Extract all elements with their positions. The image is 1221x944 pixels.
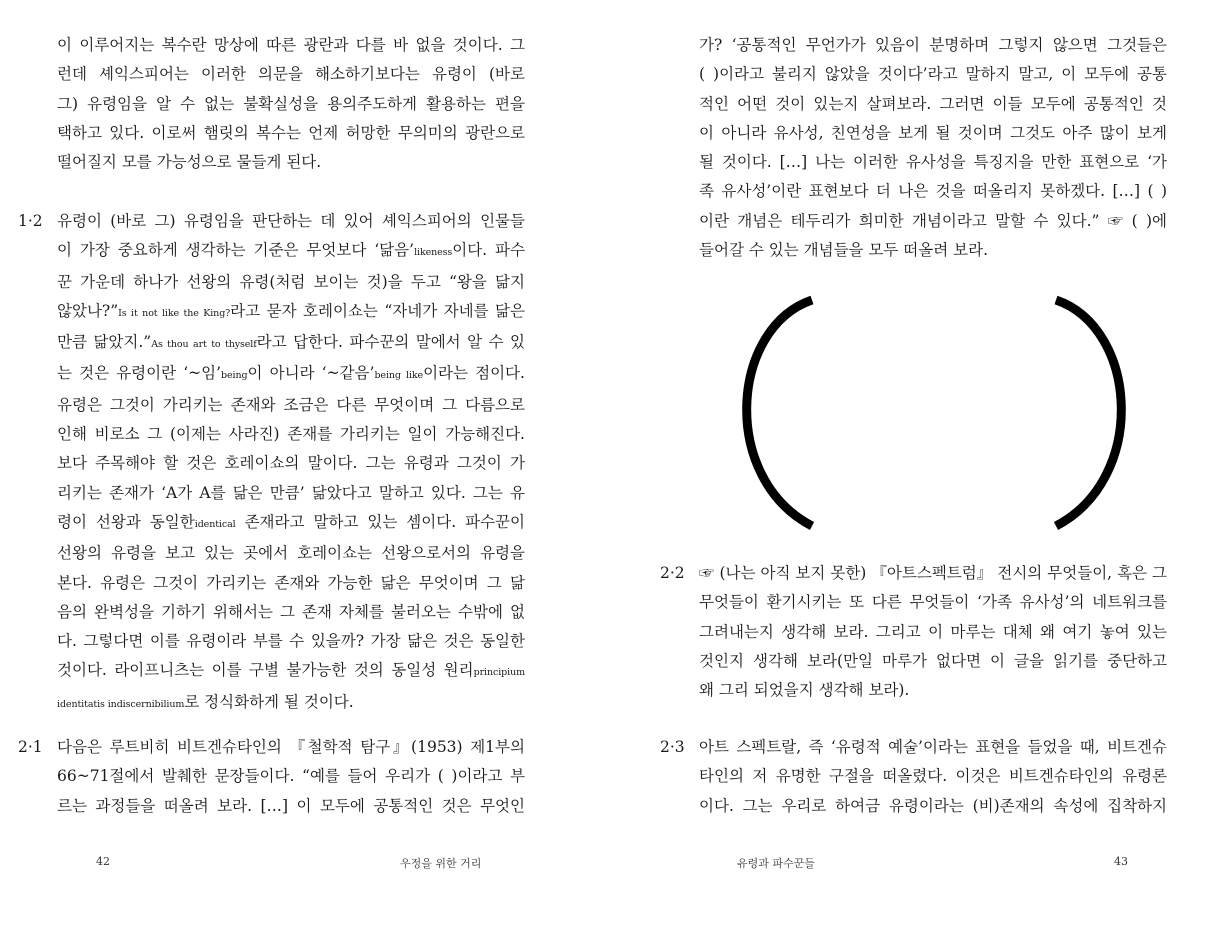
text-line: 타인의 저 유명한 구절을 떠올렸다. 이것은 비트겐슈타인의 유령론	[699, 767, 1167, 786]
text-line: 이 아니라 유사성, 친연성을 보게 될 것이며 그것도 아주 많이 보게	[699, 123, 1167, 142]
section-number-2-2: 2·2	[660, 564, 685, 582]
folio-right: 43	[1114, 855, 1128, 868]
text-line: 이란 개념은 테두리가 희미한 개념이라고 말할 수 있다.” ☞ ( )에	[699, 211, 1167, 230]
text-line: 것이다. 라이프니츠는 이를 구별 불가능한 것의 동일성 원리principium	[57, 661, 525, 680]
text-line: 가? ‘공통적인 무언가가 있음이 분명하며 그렇지 않으면 그것들은	[699, 36, 1167, 54]
text-line: 런데 셰익스피어는 이러한 의문을 해소하기보다는 유령이 (바로	[57, 65, 525, 84]
text-line: 그려내는지 생각해 보라. 그리고 이 마루는 대체 왜 여기 놓여 있는	[699, 622, 1167, 641]
text-line: 르는 과정들을 떠올려 보라. […] 이 모두에 공통적인 것은 무엇인	[57, 796, 525, 815]
text-line: 이다. 그는 우리로 하여금 유령이라는 (비)존재의 속성에 집착하지	[699, 796, 1167, 815]
text-line: ☞ (나는 아직 보지 못한) 『아트스펙트럼』 전시의 무엇들이, 혹은 그	[699, 564, 1167, 582]
gloss: being	[221, 370, 248, 382]
text-line: 다. 그렇다면 이를 유령이라 부를 수 있을까? 가장 닮은 것은 동일한	[57, 632, 525, 651]
text-line: 령이 선왕과 동일한identical 존재라고 말하고 있는 셈이다. 파수꾼이	[57, 512, 525, 531]
section-2-2-paragraph	[699, 559, 1167, 705]
text-line: 보다 주목해야 할 것은 호레이쇼의 말이다. 그는 유령과 그것이 가	[57, 454, 525, 473]
text-line: 이 가장 중요하게 생각하는 기준은 무엇보다 ‘닮음’likeness이다. 파수	[57, 241, 525, 260]
right-parenthesis-shape	[1056, 300, 1121, 526]
gloss: being like	[374, 370, 424, 382]
folio-left: 42	[96, 855, 110, 868]
text-line: 들어갈 수 있는 개념들을 모두 떠올려 보라.	[699, 241, 989, 260]
section-1-2-paragraph	[57, 207, 525, 719]
gloss: Is it not like the King?	[118, 307, 231, 319]
text-line: 66~71절에서 발췌한 문장들이다. “예를 들어 우리가 ( )이라고 부	[57, 767, 525, 786]
gloss: identitatis indiscernibilium	[57, 698, 185, 710]
gloss: likeness	[414, 247, 453, 259]
text-line: 택하고 있다. 이로써 햄릿의 복수는 언제 허망한 무의미의 광란으로	[57, 123, 525, 142]
left-parenthesis-shape	[747, 300, 812, 526]
left-page	[0, 0, 530, 944]
section-number-2-3: 2·3	[660, 738, 685, 756]
text-line: 인해 비로소 그 (이제는 사라진) 존재를 가리키는 일이 가능해진다.	[57, 425, 525, 444]
section-number-1-2: 1·2	[18, 212, 43, 230]
text-line: 족 유사성’이란 표현보다 더 나은 것을 떠올리지 못하겠다. […] ( )	[699, 182, 1167, 201]
running-head-right: 유령과 파수꾼들	[737, 857, 815, 870]
continuation-paragraph	[699, 31, 1167, 265]
text-line: 꾼 가운데 하나가 선왕의 유령(처럼 보이는 것)을 두고 “왕을 닮지	[57, 272, 525, 291]
text-line: identitatis indiscernibilium로 정식화하게 될 것이다.	[57, 692, 354, 711]
section-2-1-paragraph	[57, 733, 525, 821]
text-line: 는 것은 유령이란 ‘~임’being이 아니라 ‘~같음’being like이라는 점이다.	[57, 364, 525, 383]
text-line: 리키는 존재가 ‘A가 A를 닮은 만큼’ 닮았다고 말하고 있다. 그는 유	[57, 483, 525, 502]
text-line: 아트 스펙트랄, 즉 ‘유령적 예술’이라는 표현을 들었을 때, 비트겐슈	[699, 738, 1167, 756]
gloss: As thou art to thyself	[151, 339, 257, 351]
intro-paragraph	[57, 31, 525, 177]
text-line: 다음은 루트비히 비트겐슈타인의 『철학적 탐구』(1953) 제1부의	[57, 738, 525, 756]
text-line: 선왕의 유령을 보고 있는 곳에서 호레이쇼는 선왕으로서의 유령을	[57, 544, 525, 563]
running-head-left: 우정을 위한 거리	[400, 857, 482, 870]
text-line: 왜 그리 되었을지 생각해 보라).	[699, 681, 910, 700]
text-line: 본다. 유령은 그것이 가리키는 존재와 가능한 닮은 무엇이며 그 닮	[57, 573, 525, 592]
section-number-2-1: 2·1	[18, 738, 43, 756]
text-line: 무엇들이 환기시키는 또 다른 무엇들이 ‘가족 유사성’의 네트워크를	[699, 593, 1167, 612]
text-line: 될 것이다. […] 나는 이러한 유사성을 특징지을 만한 표현으로 ‘가	[699, 153, 1167, 172]
text-line: 유령은 그것이 가리키는 존재와 조금은 다른 무엇이며 그 다름으로	[57, 395, 525, 414]
gloss: identical	[194, 518, 236, 530]
text-line: 만큼 닮았지.”As thou art to thyself라고 답한다. 파수꾼의 말에서 알 수 있	[57, 333, 525, 352]
text-line: 이 이루어지는 복수란 망상에 따른 광란과 다를 바 없을 것이다. 그	[57, 36, 525, 54]
large-parentheses-illustration	[720, 288, 1160, 538]
section-2-3-paragraph	[699, 733, 1167, 821]
text-line: ( )이라고 불리지 않았을 것이다’라고 말하지 말고, 이 모두에 공통	[699, 65, 1167, 84]
text-line: 떨어질지 모를 가능성으로 물들게 된다.	[57, 153, 322, 172]
text-line: 것인지 생각해 보라(만일 마루가 없다면 이 글을 읽기를 중단하고	[699, 651, 1167, 670]
text-line: 그) 유령임을 알 수 없는 불확실성을 용의주도하게 활용하는 편을	[57, 94, 525, 113]
text-line: 유령이 (바로 그) 유령임을 판단하는 데 있어 셰익스피어의 인물들	[57, 212, 525, 230]
text-line: 적인 어떤 것이 있는지 살펴보라. 그러면 이들 모두에 공통적인 것	[699, 94, 1167, 113]
gloss: principium	[473, 667, 525, 679]
text-line: 음의 완벽성을 기하기 위해서는 그 존재 자체를 불러오는 수밖에 없	[57, 602, 525, 621]
text-line: 않았나?”Is it not like the King?라고 묻자 호레이쇼는 “자네가 자네를 닮은	[57, 301, 525, 320]
